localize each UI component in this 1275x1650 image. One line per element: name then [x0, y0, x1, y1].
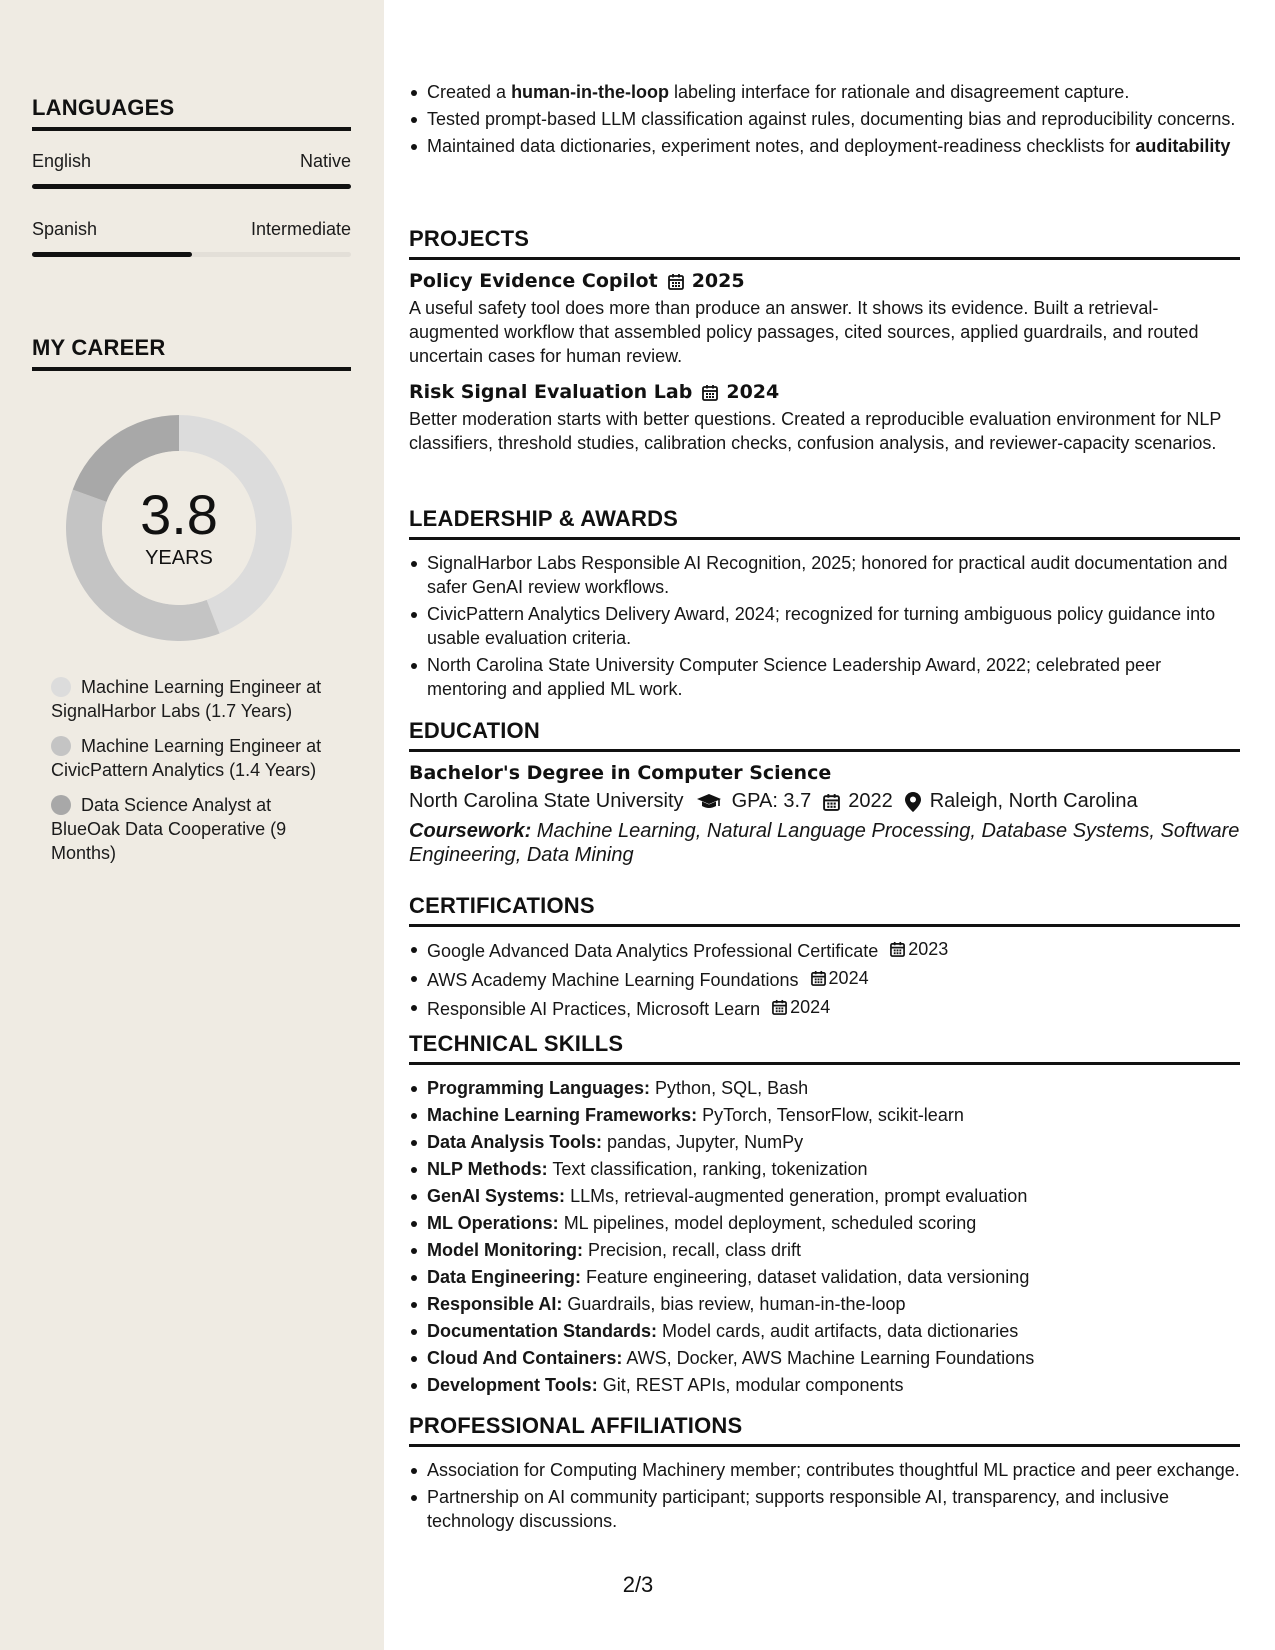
sidebar: [0, 0, 384, 1650]
certifications-section: [409, 893, 1240, 1024]
section-heading: PROFESSIONAL AFFILIATIONS: [409, 1413, 1240, 1447]
list-item: Partnership on AI community participant; supports responsible AI, transparency, and inclusive technology discussions.: [409, 1485, 1240, 1533]
career-legend: [51, 675, 331, 876]
section-heading: TECHNICAL SKILLS: [409, 1031, 1240, 1065]
languages-heading: LANGUAGES: [32, 95, 351, 131]
project-name: Policy Evidence Copilot: [409, 270, 658, 292]
list-item: Google Advanced Data Analytics Professional Certificate 2023: [409, 937, 1240, 963]
school-name: North Carolina State University: [409, 790, 684, 812]
list-item: NLP Methods: Text classification, ranking, tokenization: [409, 1157, 1240, 1181]
list-item: Development Tools: Git, REST APIs, modular components: [409, 1373, 1240, 1397]
list-item: Machine Learning Frameworks: PyTorch, TensorFlow, scikit-learn: [409, 1103, 1240, 1127]
leadership-section: [409, 506, 1240, 704]
section-heading: LEADERSHIP & AWARDS: [409, 506, 1240, 540]
career-total: [66, 485, 292, 570]
education-section: [409, 718, 1240, 867]
language-name: English: [32, 151, 92, 171]
section-heading: CERTIFICATIONS: [409, 893, 1240, 927]
calendar-icon: [668, 273, 684, 290]
project-description: Better moderation starts with better questions. Created a reproducible evaluation environment for NLP classifiers, threshold studies, calibration checks, confusion analysis, and reviewer-capacity scenarios.: [409, 409, 1222, 453]
section-heading: PROJECTS: [409, 226, 1240, 260]
list-item: AWS Academy Machine Learning Foundations 2024: [409, 966, 1240, 992]
language-level: Native: [299, 151, 351, 171]
legend-label: Data Science Analyst at BlueOak Data Cooperative (9 Months): [51, 795, 287, 863]
career-legend-item: [51, 734, 331, 782]
legend-label: Machine Learning Engineer at CivicPattern Analytics (1.4 Years): [51, 736, 322, 780]
language-level: Intermediate: [250, 219, 351, 239]
language-name: Spanish: [32, 219, 98, 239]
affiliations-section: [409, 1413, 1240, 1536]
list-item: CivicPattern Analytics Delivery Award, 2024; recognized for turning ambiguous policy guidance into usable evaluation criteria.: [409, 602, 1240, 650]
calendar-icon: [772, 999, 787, 1015]
calendar-icon: [823, 793, 840, 811]
list-item: North Carolina State University Computer Science Leadership Award, 2022; celebrated peer mentoring and applied ML work.: [409, 653, 1240, 701]
list-item: Model Monitoring: Precision, recall, class drift: [409, 1238, 1240, 1262]
degree-title: Bachelor's Degree in Computer Science: [409, 762, 832, 784]
list-item: Responsible AI Practices, Microsoft Learn 2024: [409, 995, 1240, 1021]
career-section: [32, 335, 351, 371]
list-item: GenAI Systems: LLMs, retrieval-augmented generation, prompt evaluation: [409, 1184, 1240, 1208]
legend-dot: [51, 736, 71, 756]
list-item: Association for Computing Machinery member; contributes thoughtful ML practice and peer exchange.: [409, 1458, 1240, 1482]
language-item: [32, 219, 351, 257]
project-item: [409, 381, 1240, 455]
list-item: Created a human-in-the-loop labeling interface for rationale and disagreement capture.: [409, 80, 1240, 104]
language-item: [32, 151, 351, 189]
list-item: Cloud And Containers: AWS, Docker, AWS Machine Learning Foundations: [409, 1346, 1240, 1370]
career-legend-item: [51, 675, 331, 723]
project-name: Risk Signal Evaluation Lab: [409, 381, 693, 403]
project-item: [409, 270, 1240, 368]
education-details: [409, 790, 1240, 813]
gpa: GPA: 3.7: [731, 790, 812, 812]
list-item: Responsible AI: Guardrails, bias review, human-in-the-loop: [409, 1292, 1240, 1316]
project-year: 2025: [691, 270, 745, 292]
list-item: Tested prompt-based LLM classification against rules, documenting bias and reproducibility concerns.: [409, 107, 1240, 131]
location: Raleigh, North Carolina: [929, 790, 1138, 812]
career-total-unit: YEARS: [145, 547, 213, 569]
legend-label: Machine Learning Engineer at SignalHarbor Labs (1.7 Years): [51, 677, 322, 721]
project-description: A useful safety tool does more than produce an answer. It shows its evidence. Built a retrieval-augmented workflow that assembled policy passages, cited sources, applied guardrails, and routed uncertain cases for human review.: [409, 298, 1199, 366]
graduation-year: 2022: [848, 790, 893, 812]
list-item: Programming Languages: Python, SQL, Bash: [409, 1076, 1240, 1100]
skills-section: [409, 1031, 1240, 1400]
cert-name: Google Advanced Data Analytics Professional Certificate: [427, 941, 879, 961]
legend-dot: [51, 677, 71, 697]
cert-name: Responsible AI Practices, Microsoft Learn: [427, 999, 761, 1019]
graduation-cap-icon: [696, 793, 722, 811]
list-item: SignalHarbor Labs Responsible AI Recognition, 2025; honored for practical audit documentation and safer GenAI review workflows.: [409, 551, 1240, 599]
list-item: Documentation Standards: Model cards, audit artifacts, data dictionaries: [409, 1319, 1240, 1343]
legend-dot: [51, 795, 71, 815]
list-item: Data Analysis Tools: pandas, Jupyter, NumPy: [409, 1130, 1240, 1154]
list-item: Maintained data dictionaries, experiment notes, and deployment-readiness checklists for auditability: [409, 134, 1240, 158]
cert-name: AWS Academy Machine Learning Foundations: [427, 970, 799, 990]
calendar-icon: [890, 941, 905, 957]
calendar-icon: [702, 384, 718, 401]
language-proficiency-fill: [32, 184, 351, 189]
project-year: 2024: [726, 381, 780, 403]
coursework: Coursework: Machine Learning, Natural Language Processing, Database Systems, Software Engineering, Data Mining: [409, 820, 1240, 866]
career-total-value: 3.8: [140, 483, 218, 546]
page-number: 2/3: [622, 1572, 654, 1597]
list-item: Data Engineering: Feature engineering, dataset validation, data versioning: [409, 1265, 1240, 1289]
calendar-icon: [811, 970, 826, 986]
location-pin-icon: [905, 792, 921, 812]
languages-section: [32, 95, 351, 257]
experience-bullets: [409, 80, 1240, 161]
career-legend-item: [51, 793, 331, 865]
language-proficiency-fill: [32, 252, 192, 257]
projects-section: [409, 226, 1240, 455]
language-proficiency-bar: [32, 252, 351, 257]
career-heading: MY CAREER: [32, 335, 351, 371]
section-heading: EDUCATION: [409, 718, 1240, 752]
list-item: ML Operations: ML pipelines, model deployment, scheduled scoring: [409, 1211, 1240, 1235]
language-proficiency-bar: [32, 184, 351, 189]
